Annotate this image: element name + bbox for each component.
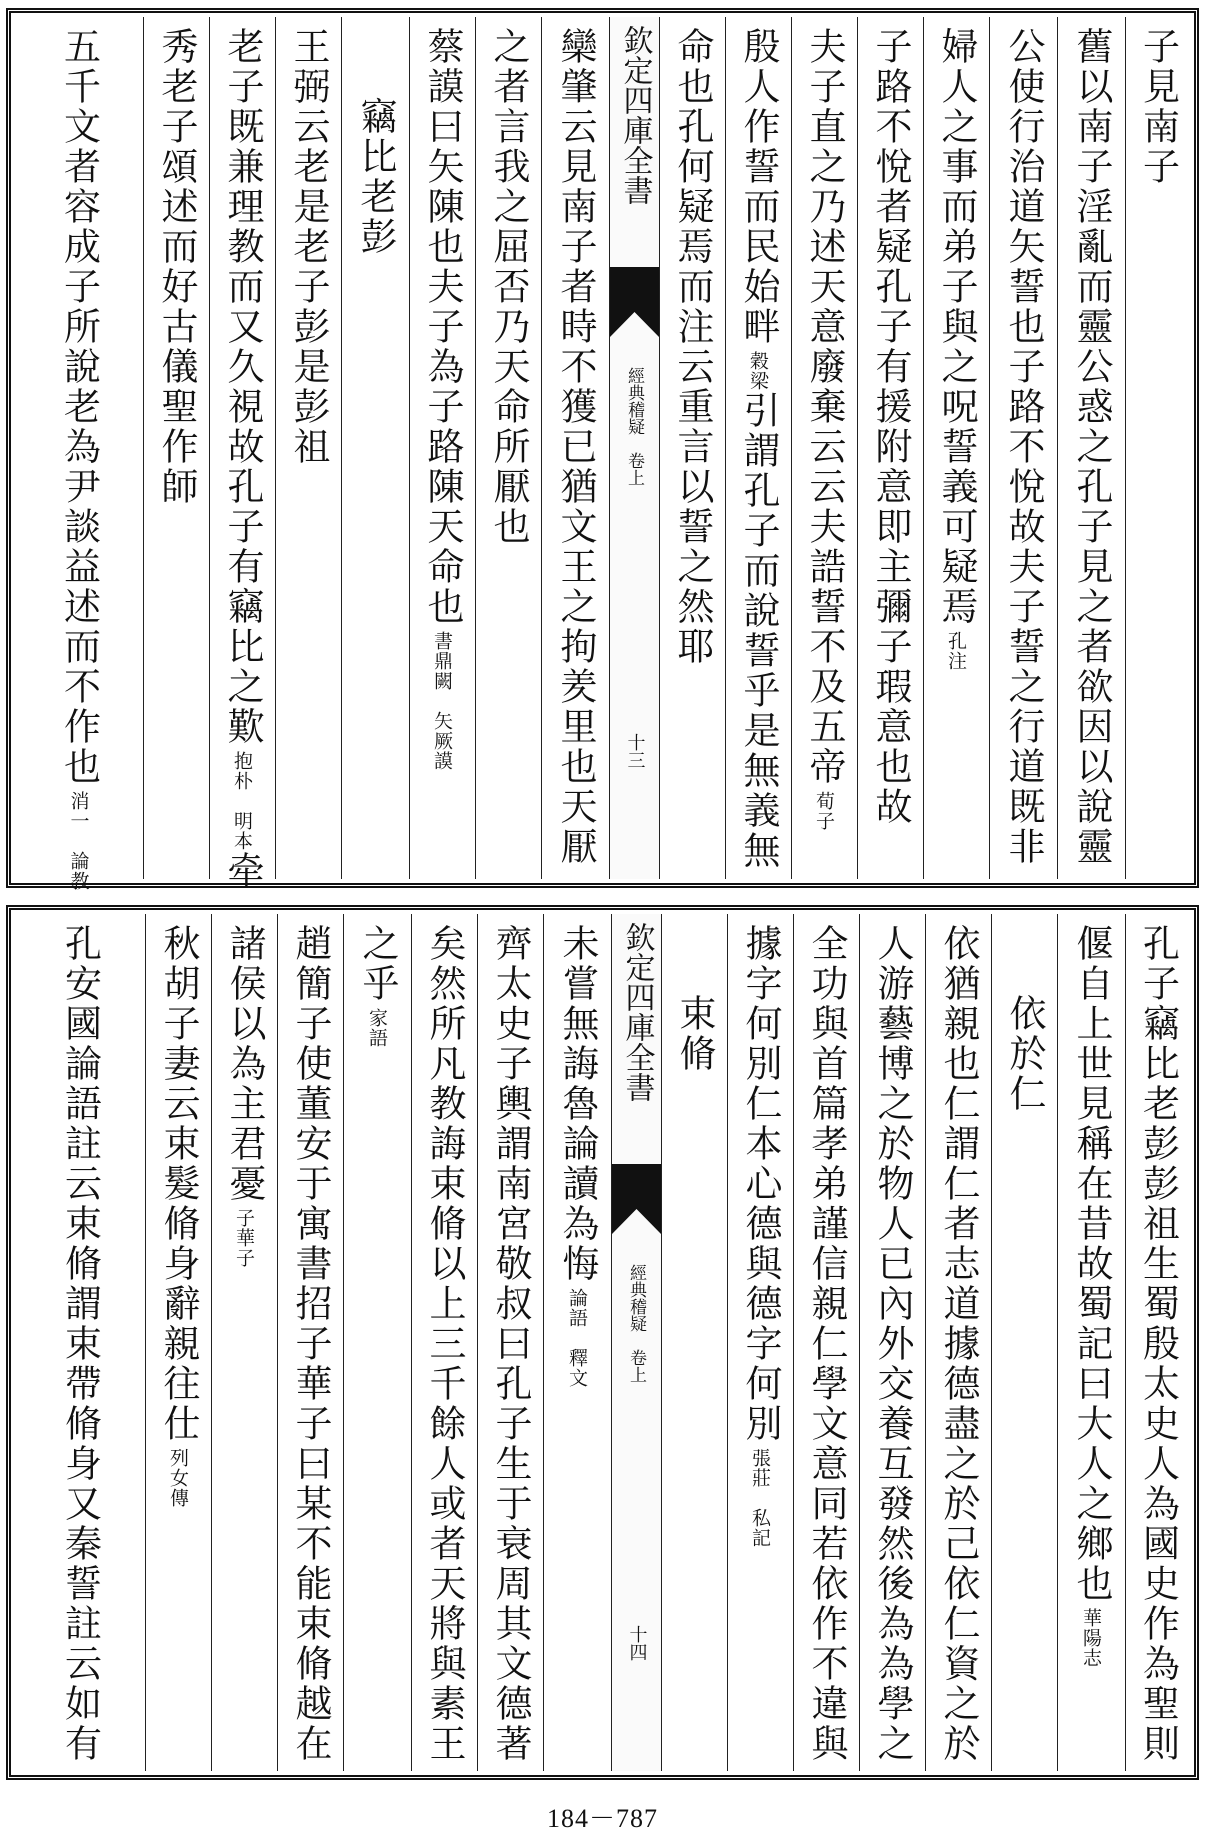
column-text: [57, 27, 101, 891]
upper-page-panel: [6, 8, 1199, 891]
text-column: [341, 17, 409, 879]
column-text: [739, 924, 782, 1548]
source-note: 華陽志: [1080, 1608, 1102, 1668]
text-column: [409, 17, 475, 879]
main-text: 老子既兼理教而又久視故孔子有竊比之歎: [221, 27, 264, 747]
section-heading: 子見南子: [1136, 27, 1180, 187]
main-text: 秋胡子妻云束髮脩身辭親往仕: [157, 924, 200, 1444]
source-note: 抱朴 明本: [231, 751, 253, 851]
column-text: 孔安國論語註云束脩謂束帶脩身又秦誓註云如有: [58, 924, 102, 1764]
column-text: 依猶親也仁謂仁者志道據德盡之於己依仁資之於: [937, 924, 980, 1764]
column-text: [157, 924, 200, 1508]
column-text: [221, 27, 264, 891]
main-text: 據字何別仁本心德與德字何別: [739, 924, 782, 1444]
text-column: [143, 17, 209, 879]
lower-page-panel: [6, 905, 1199, 1780]
text-column: [475, 17, 541, 879]
source-note: 穀梁: [747, 351, 769, 391]
leaf-number: 十三: [624, 733, 646, 769]
section-heading: 束脩: [673, 994, 716, 1074]
source-note: 荀子: [813, 791, 835, 831]
column-text: 矣然所凡教誨束脩以上三千餘人或者天將與素王: [423, 924, 466, 1764]
fish-tail-mark-icon: [610, 267, 659, 347]
main-text: 五千文者容成子所說老為尹談益述而不作也: [57, 27, 101, 787]
column-text: [556, 924, 599, 1388]
text-column: [277, 914, 343, 1771]
source-note: 書鼎闕 矢厥謨: [431, 631, 453, 771]
main-text: 之乎: [356, 924, 399, 1004]
column-text: 全功與首篇孝弟謹信親仁學文意同若依作不違與: [805, 924, 848, 1764]
main-text: 蔡謨曰矢陳也夫子為子路陳天命也: [421, 27, 464, 627]
main-text: 偃自上世見稱在昔故蜀記曰大人之鄉也: [1070, 924, 1113, 1604]
collection-title: 欽定四庫全書: [617, 25, 653, 205]
column-text: 命也孔何疑焉而注云重言以誓之然耶: [671, 27, 714, 667]
text-column: [725, 17, 791, 879]
text-column: [209, 17, 275, 891]
source-note: 消一 論教: [67, 791, 90, 891]
text-column: [925, 914, 991, 1771]
text-column: [661, 914, 727, 1771]
text-column: [1125, 17, 1190, 879]
main-text: 夫子直之乃述天意廢棄云云夫誥誓不及五帝: [803, 27, 846, 787]
main-text: 殷人作誓而民始畔: [737, 27, 780, 347]
column-text: 齊太史子輿謂南宮敬叔曰孔子生于衰周其文德著: [489, 924, 532, 1764]
book-title: 經典稽疑 卷上: [624, 367, 644, 486]
text-column: [543, 914, 611, 1771]
source-note: 論語 釋文: [566, 1288, 588, 1388]
column-text: 趙簡子使董安于寓書招子華子曰某不能束脩越在: [289, 924, 332, 1764]
text-column: [15, 914, 145, 1771]
main-text: 婦人之事而弟子與之呪誓義可疑焉: [935, 27, 978, 627]
source-note: 孔注: [945, 631, 967, 671]
column-text: 王弼云老是老子彭是彭祖: [287, 27, 330, 467]
fish-tail-mark-icon: [612, 1164, 661, 1244]
text-column: [727, 914, 793, 1771]
source-note: 子華子: [233, 1208, 255, 1268]
text-column: [343, 914, 411, 1771]
main-text: 諸侯以為主君憂: [223, 924, 266, 1204]
text-column: [991, 914, 1057, 1771]
column-text: [223, 924, 266, 1268]
leaf-number: 十四: [626, 1625, 648, 1661]
column-text: [803, 27, 846, 831]
upper-columns: [15, 17, 1190, 891]
column-text: [935, 27, 978, 671]
text-column: [1057, 17, 1125, 879]
text-column: [791, 17, 857, 879]
text-column: [541, 17, 609, 879]
text-column: [989, 17, 1057, 879]
text-column: [411, 914, 477, 1771]
source-note: 張莊 私記: [749, 1448, 771, 1548]
book-title: 經典稽疑 卷上: [626, 1264, 646, 1383]
text-column: [857, 17, 923, 879]
text-column: [923, 17, 989, 879]
main-text: 牵: [221, 851, 264, 891]
column-text: [1070, 924, 1113, 1668]
text-column: [145, 914, 211, 1771]
collection-title: 欽定四庫全書: [619, 922, 655, 1102]
text-column: [211, 914, 277, 1771]
column-text: 公使行治道矢誓也子路不悅故夫子誓之行道既非: [1002, 27, 1045, 867]
text-column: [859, 914, 925, 1771]
main-text: 引謂孔子而說誓乎是無義無: [737, 391, 780, 871]
source-note: 家語: [366, 1008, 388, 1048]
text-column: [477, 914, 543, 1771]
main-text: 未嘗無誨魯論讀為悔: [556, 924, 599, 1284]
text-column: [1125, 914, 1190, 1771]
column-text: [421, 27, 464, 771]
text-column: [1057, 914, 1125, 1771]
column-text: 子路不悅者疑孔子有援附意即主彌子瑕意也故: [869, 27, 912, 827]
lower-columns: [15, 914, 1190, 1771]
text-column: [793, 914, 859, 1771]
column-text: 秀老子頌述而好古儀聖作師: [155, 27, 198, 507]
source-note: 列女傳: [167, 1448, 189, 1508]
center-margin: [611, 914, 661, 1771]
column-text: 欒肇云見南子者時不獲已猶文王之拘羑里也天厭: [554, 27, 597, 867]
section-heading: 依於仁: [1003, 994, 1046, 1114]
center-margin: [609, 17, 659, 879]
column-text: 舊以南子淫亂而靈公惑之孔子見之者欲因以說靈: [1070, 27, 1113, 867]
column-text: [356, 924, 399, 1048]
column-text: 人游藝博之於物人已內外交養互發然後為為學之: [871, 924, 914, 1764]
page-number: 184－787: [546, 1804, 658, 1833]
column-text: 之者言我之屈否乃天命所厭也: [487, 27, 530, 547]
text-column: [15, 17, 143, 891]
text-column: [659, 17, 725, 879]
column-text: 孔子竊比老彭彭祖生蜀殷太史人為國史作為聖則: [1136, 924, 1180, 1764]
column-text: [737, 27, 780, 871]
section-heading: 竊比老彭: [354, 97, 397, 257]
text-column: [275, 17, 341, 879]
